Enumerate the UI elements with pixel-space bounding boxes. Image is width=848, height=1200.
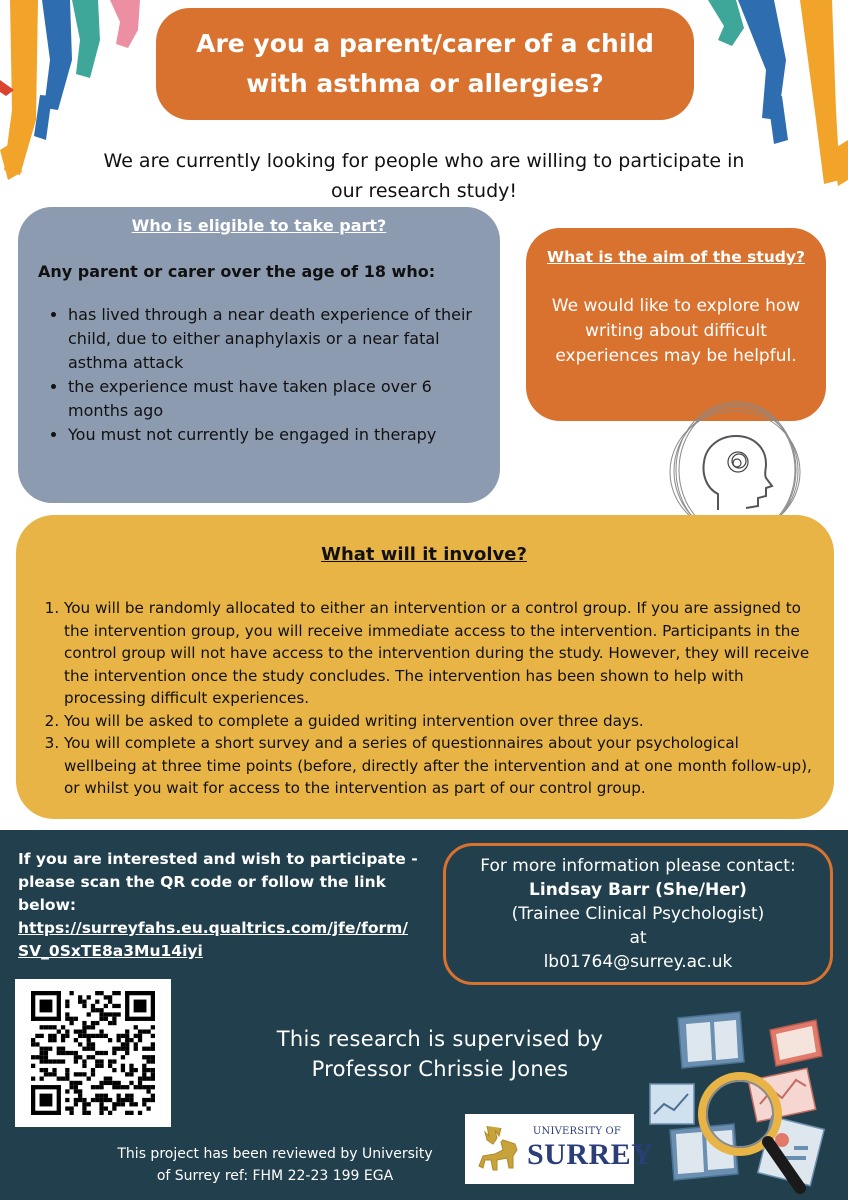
- survey-link[interactable]: [18, 917, 418, 963]
- eligibility-card: [18, 207, 500, 503]
- eligibility-subheading: Any parent or carer over the age of 18 who:: [38, 262, 436, 281]
- book-icon: [770, 1020, 822, 1066]
- hand-icon: [800, 0, 848, 186]
- qr-code-icon: [31, 991, 155, 1115]
- cta-line-3: below:: [18, 896, 77, 914]
- review-line-1: This project has been reviewed by University: [117, 1146, 433, 1162]
- review-line-2: of Surrey ref: FHM 22-23 199 EGA: [156, 1168, 394, 1184]
- contact-email[interactable]: lb01764@surrey.ac.uk: [543, 952, 733, 972]
- list-item: • has lived through a near death experience of their child, due to either anaphylaxis or a near fatal asthma attack: [68, 303, 482, 375]
- hand-icon: [110, 0, 140, 48]
- university-logo: [465, 1114, 654, 1184]
- intro-line-2: our research study!: [330, 180, 518, 202]
- intro-text: [60, 146, 788, 206]
- contact-intro: For more information please contact:: [480, 856, 796, 876]
- list-item: 2. You will be asked to complete a guided writing intervention over three days.: [64, 710, 812, 733]
- contact-name: Lindsay Barr (She/Her): [529, 880, 747, 900]
- logo-main-text: SURREY: [527, 1138, 654, 1171]
- study-aim-card: [526, 228, 826, 421]
- survey-link-line-1[interactable]: https://surreyfahs.eu.qualtrics.com/jfe/form/: [18, 919, 408, 937]
- contact-at: at: [629, 928, 647, 948]
- aim-text: [534, 294, 818, 369]
- hand-icon: [738, 0, 788, 144]
- involvement-heading: What will it involve?: [321, 544, 527, 565]
- aim-line-2: writing about difficult: [585, 321, 767, 341]
- intro-line-1: We are currently looking for people who are willing to participate in: [103, 150, 745, 172]
- book-icon: [678, 1012, 744, 1068]
- eligibility-list: [44, 303, 482, 447]
- hand-icon: [34, 0, 72, 140]
- ethics-review-note: [80, 1143, 470, 1187]
- aim-line-3: experiences may be helpful.: [555, 346, 797, 366]
- headline-line-1: Are you a parent/carer of a child: [196, 29, 654, 58]
- participation-cta: [18, 848, 418, 963]
- list-item: • the experience must have taken place over 6 months ago: [68, 375, 482, 423]
- involvement-list: [36, 597, 812, 800]
- books-magnifier-illustration: [640, 1010, 848, 1200]
- contact-role: (Trainee Clinical Psychologist): [511, 904, 765, 924]
- supervisor-line-2: Professor Chrissie Jones: [311, 1057, 569, 1081]
- stag-icon: [473, 1122, 525, 1176]
- supervisor-note: [230, 1024, 650, 1084]
- logo-top-text: UNIVERSITY OF: [532, 1126, 622, 1137]
- cta-line-1: If you are interested and wish to participate -: [18, 850, 418, 868]
- hand-icon: [72, 0, 100, 78]
- qr-code[interactable]: [15, 979, 171, 1127]
- supervisor-line-1: This research is supervised by: [276, 1027, 604, 1051]
- aim-heading: What is the aim of the study?: [546, 248, 805, 266]
- hand-icon: [708, 0, 744, 46]
- survey-link-line-2[interactable]: SV_0SxTE8a3Mu14iyi: [18, 942, 203, 960]
- list-item: 3. You will complete a short survey and a series of questionnaires about your psychological wellbeing at three time points (before, directly after the intervention and at one month follow-up), or whilst you wait for access to the intervention as part of our control group.: [64, 732, 812, 800]
- eligibility-heading: Who is eligible to take part?: [131, 216, 387, 235]
- headline-line-2: with asthma or allergies?: [246, 69, 604, 98]
- involvement-card: [16, 515, 834, 819]
- aim-line-1: We would like to explore how: [551, 296, 801, 316]
- list-item: 1. You will be randomly allocated to either an intervention or a control group. If you are assigned to the intervention group, you will receive immediate access to the intervention. Participants in the control group will not have access to the intervention during the study. However, they will receive the intervention once the study concludes. The intervention has been shown to help with processing difficult experiences.: [64, 597, 812, 710]
- cta-line-2: please scan the QR code or follow the link: [18, 873, 386, 891]
- headline-banner: [156, 8, 694, 120]
- contact-card: [443, 843, 833, 985]
- chart-card-icon: [650, 1084, 694, 1124]
- list-item: • You must not currently be engaged in therapy: [68, 423, 482, 447]
